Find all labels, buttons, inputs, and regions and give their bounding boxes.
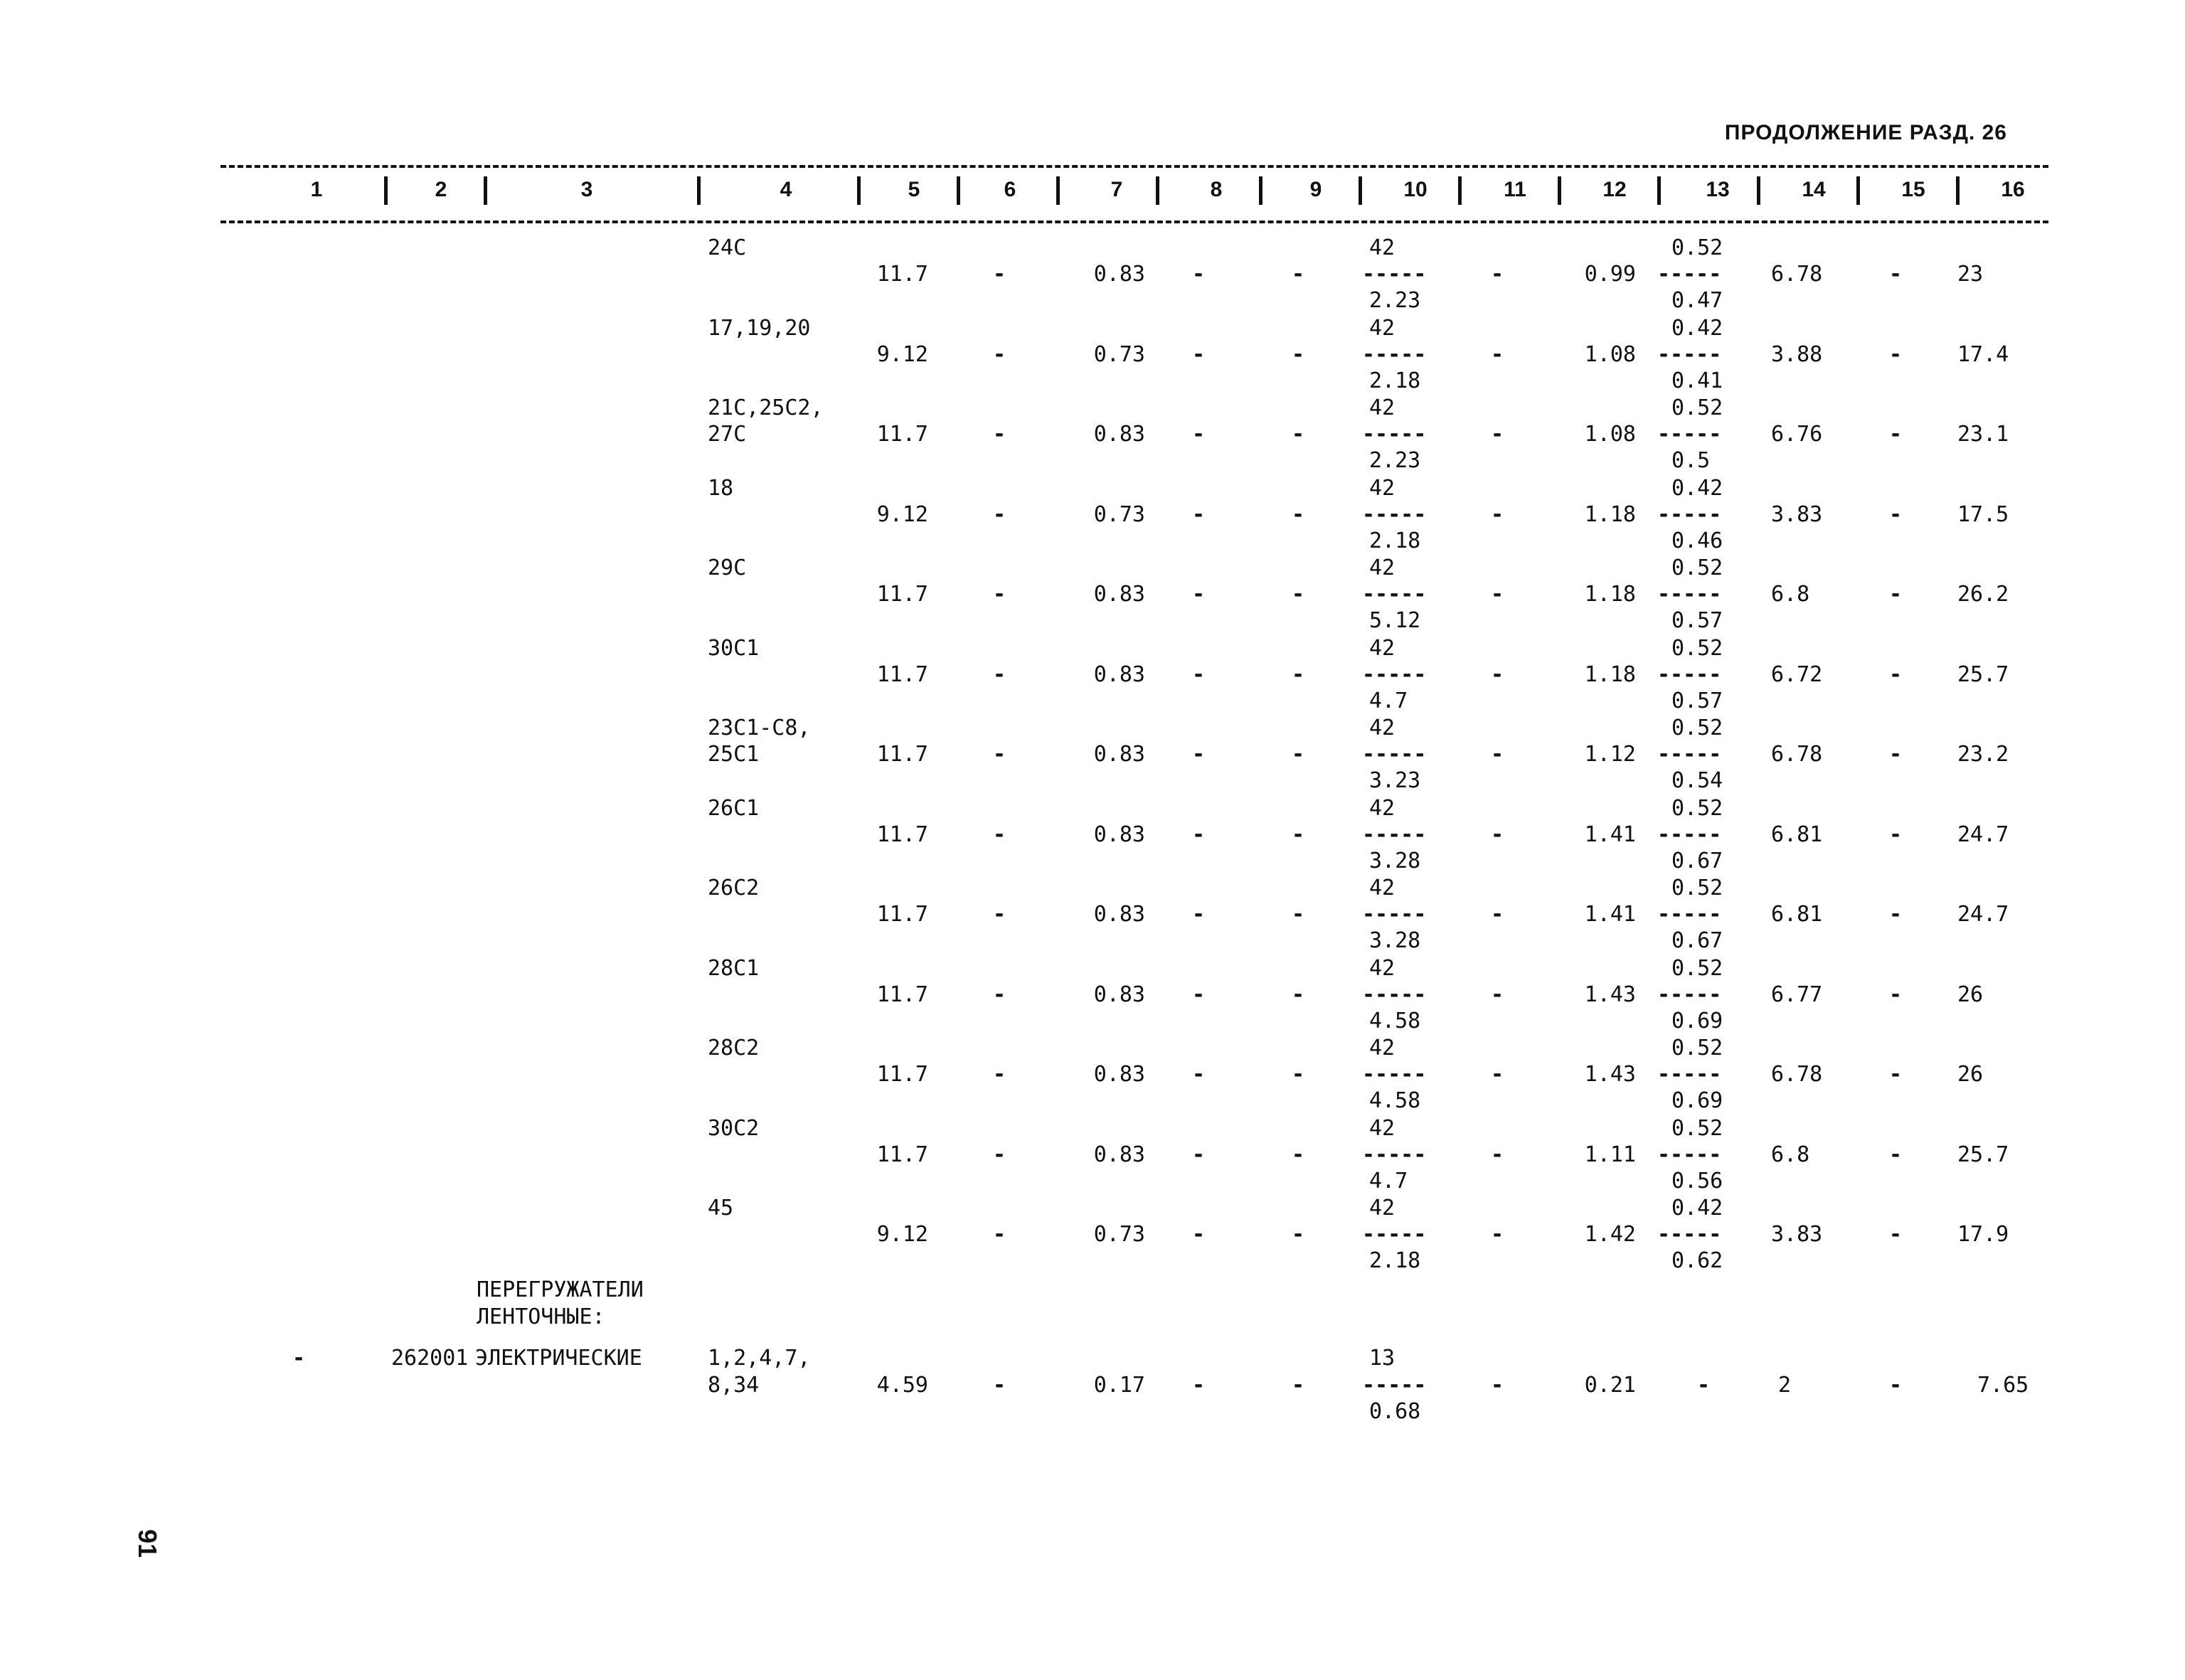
fraction-bar: ----- bbox=[1657, 742, 1722, 767]
row-code: 18 bbox=[708, 475, 734, 501]
fraction-numerator: 0.52 bbox=[1671, 635, 1723, 661]
cell-col14: 3.88 bbox=[1771, 341, 1823, 367]
cell-col11: - bbox=[1490, 422, 1504, 447]
column-header-4: 4 bbox=[780, 178, 792, 201]
cell-col7: 0.73 bbox=[1093, 341, 1145, 367]
fraction-numerator: 42 bbox=[1369, 555, 1395, 580]
cell-col16: 17.5 bbox=[1957, 501, 2009, 527]
cell-col11: - bbox=[1490, 501, 1504, 527]
row-code-cont: 25С1 bbox=[708, 742, 760, 767]
cell-col15: - bbox=[1888, 982, 1903, 1007]
cell-col7: 0.83 bbox=[1093, 822, 1145, 847]
fraction-numerator: 42 bbox=[1369, 395, 1395, 420]
cell-col14: 6.8 bbox=[1771, 1142, 1810, 1167]
cell-col7: 0.83 bbox=[1093, 982, 1145, 1007]
row-code: 30С2 bbox=[708, 1115, 760, 1141]
fraction-bar: ----- bbox=[1362, 1062, 1427, 1087]
fraction-bar: ----- bbox=[1657, 902, 1722, 927]
cell-col7: 0.83 bbox=[1093, 262, 1145, 287]
cell-col9: - bbox=[1291, 262, 1305, 287]
cell-col8: - bbox=[1191, 262, 1206, 287]
column-header-15: 15 bbox=[1901, 178, 1925, 201]
fraction-denominator: 5.12 bbox=[1369, 608, 1421, 633]
cell-col14: 6.81 bbox=[1771, 822, 1823, 847]
cell-col5: 9.12 bbox=[876, 341, 928, 367]
cell-col11: - bbox=[1490, 661, 1504, 687]
cell-col16: 24.7 bbox=[1957, 822, 2009, 847]
column-separator bbox=[857, 176, 861, 205]
fraction-bar: ----- bbox=[1362, 742, 1427, 767]
fraction-bar: ----- bbox=[1362, 1142, 1427, 1167]
row-code-cont: 27С bbox=[708, 422, 747, 447]
cell-col6: - bbox=[992, 742, 1006, 767]
cell-col11: - bbox=[1490, 1222, 1504, 1247]
cell-col5: 4.59 bbox=[876, 1373, 928, 1398]
cell-col15: - bbox=[1888, 1373, 1903, 1398]
fraction-numerator: 42 bbox=[1369, 1036, 1395, 1060]
column-separator bbox=[1558, 176, 1561, 205]
cell-col14: 3.83 bbox=[1771, 1222, 1823, 1247]
cell-col6: - bbox=[992, 582, 1006, 607]
fraction-numerator: 0.52 bbox=[1671, 716, 1723, 740]
fraction-bar: ----- bbox=[1657, 501, 1722, 527]
cell-col6: - bbox=[992, 1142, 1006, 1167]
cell-col12: 1.42 bbox=[1584, 1222, 1636, 1247]
fraction-bar: ----- bbox=[1362, 262, 1427, 287]
cell-col9: - bbox=[1291, 1373, 1305, 1398]
cell-col15: - bbox=[1888, 582, 1903, 607]
cell-col7: 0.83 bbox=[1093, 422, 1145, 447]
cell-col14: 6.78 bbox=[1771, 262, 1823, 287]
cell-col8: - bbox=[1191, 742, 1206, 767]
cell-col9: - bbox=[1291, 822, 1305, 847]
fraction-numerator: 42 bbox=[1369, 475, 1395, 501]
cell-col8: - bbox=[1191, 661, 1206, 687]
cell-col8: - bbox=[1191, 1222, 1206, 1247]
cell-col9: - bbox=[1291, 742, 1305, 767]
cell-col6: - bbox=[992, 422, 1006, 447]
cell-col6: - bbox=[992, 501, 1006, 527]
cell-col9: - bbox=[1291, 1142, 1305, 1167]
cell-col7: 0.83 bbox=[1093, 1062, 1145, 1087]
cell-col14: 6.8 bbox=[1771, 582, 1810, 607]
cell-col12: 1.41 bbox=[1584, 902, 1636, 927]
fraction-denominator: 0.47 bbox=[1671, 288, 1723, 313]
row-code: 26С1 bbox=[708, 795, 760, 821]
fraction-numerator: 42 bbox=[1369, 876, 1395, 900]
cell-col6: - bbox=[992, 1373, 1006, 1398]
cell-col16: 17.4 bbox=[1957, 341, 2009, 367]
fraction-denominator: 2.18 bbox=[1369, 368, 1421, 393]
cell-col8: - bbox=[1191, 501, 1206, 527]
fraction-bar: ----- bbox=[1657, 822, 1722, 847]
cell-col5: 11.7 bbox=[876, 902, 928, 927]
cell-col11: - bbox=[1490, 1062, 1504, 1087]
row-code: 28С1 bbox=[708, 955, 760, 981]
fraction-denominator: 3.28 bbox=[1369, 848, 1421, 873]
fraction-bar: ----- bbox=[1657, 341, 1722, 367]
cell-col16: 26.2 bbox=[1957, 582, 2009, 607]
fraction-numerator: 42 bbox=[1369, 1196, 1395, 1221]
cell-col12: 1.08 bbox=[1584, 341, 1636, 367]
cell-col15: - bbox=[1888, 341, 1903, 367]
cell-col5: 11.7 bbox=[876, 262, 928, 287]
fraction-denominator: 0.54 bbox=[1671, 768, 1723, 793]
column-separator bbox=[1359, 176, 1362, 205]
column-header-2: 2 bbox=[435, 178, 447, 201]
section-title-cont: ЛЕНТОЧНЫЕ: bbox=[477, 1304, 605, 1329]
cell-col15: - bbox=[1888, 902, 1903, 927]
cell-col5: 11.7 bbox=[876, 982, 928, 1007]
fraction-denominator: 2.18 bbox=[1369, 528, 1421, 553]
cell-col5: 9.12 bbox=[876, 501, 928, 527]
row-code: 1,2,4,7, bbox=[708, 1346, 811, 1371]
cell-col16: 25.7 bbox=[1957, 1142, 2009, 1167]
cell-col15: - bbox=[1888, 501, 1903, 527]
fraction-denominator: 2.23 bbox=[1369, 448, 1421, 473]
fraction-numerator: 0.52 bbox=[1671, 876, 1723, 900]
cell-col6: - bbox=[992, 341, 1006, 367]
row-code: 29С bbox=[708, 555, 747, 580]
column-header-3: 3 bbox=[580, 178, 593, 201]
fraction-denominator: 0.57 bbox=[1671, 688, 1723, 713]
cell-col8: - bbox=[1191, 1062, 1206, 1087]
cell-col16: 25.7 bbox=[1957, 661, 2009, 687]
cell-col6: - bbox=[992, 262, 1006, 287]
cell-col6: - bbox=[992, 822, 1006, 847]
fraction-bar: ----- bbox=[1657, 582, 1722, 607]
cell-col13: - bbox=[1696, 1373, 1711, 1398]
column-header-12: 12 bbox=[1602, 178, 1627, 201]
cell-col12: 1.43 bbox=[1584, 982, 1636, 1007]
column-header-9: 9 bbox=[1309, 178, 1322, 201]
cell-col14: 6.76 bbox=[1771, 422, 1823, 447]
fraction-bar: ----- bbox=[1657, 1222, 1722, 1247]
cell-col11: - bbox=[1490, 902, 1504, 927]
column-separator bbox=[697, 176, 701, 205]
cell-col8: - bbox=[1191, 902, 1206, 927]
row-code: 30С1 bbox=[708, 635, 760, 661]
cell-col9: - bbox=[1291, 661, 1305, 687]
fraction-denominator: 0.69 bbox=[1671, 1008, 1723, 1033]
column-separator bbox=[1657, 176, 1661, 205]
row-code: 21С,25С2, bbox=[708, 395, 824, 420]
fraction-denominator: 4.7 bbox=[1369, 688, 1408, 713]
fraction-bar: ----- bbox=[1362, 501, 1427, 527]
fraction-bar: ----- bbox=[1362, 582, 1427, 607]
cell-col15: - bbox=[1888, 1142, 1903, 1167]
row-code-cont: 8,34 bbox=[708, 1373, 760, 1398]
cell-col12: 1.18 bbox=[1584, 501, 1636, 527]
fraction-numerator: 0.52 bbox=[1671, 395, 1723, 420]
cell-col5: 11.7 bbox=[876, 822, 928, 847]
fraction-bar: ----- bbox=[1362, 982, 1427, 1007]
fraction-numerator: 13 bbox=[1369, 1346, 1395, 1371]
fraction-bar: ----- bbox=[1362, 422, 1427, 447]
cell-col8: - bbox=[1191, 422, 1206, 447]
header-bottom-rule bbox=[220, 220, 2048, 223]
row-code: 23С1-С8, bbox=[708, 716, 811, 740]
fraction-denominator: 0.62 bbox=[1671, 1248, 1723, 1273]
cell-col14: 2 bbox=[1778, 1373, 1792, 1398]
cell-col14: 6.77 bbox=[1771, 982, 1823, 1007]
cell-col11: - bbox=[1490, 341, 1504, 367]
fraction-numerator: 0.52 bbox=[1671, 1115, 1723, 1141]
cell-col8: - bbox=[1191, 822, 1206, 847]
section-title: ПЕРЕГРУЖАТЕЛИ bbox=[477, 1277, 644, 1302]
fraction-numerator: 42 bbox=[1369, 955, 1395, 981]
fraction-bar: ----- bbox=[1362, 341, 1427, 367]
column-separator bbox=[1856, 176, 1860, 205]
cell-col5: 11.7 bbox=[876, 1062, 928, 1087]
cell-col16: 23.2 bbox=[1957, 742, 2009, 767]
cell-col5: 11.7 bbox=[876, 422, 928, 447]
cell-col15: - bbox=[1888, 1222, 1903, 1247]
cell-col3: ЭЛЕКТРИЧЕСКИЕ bbox=[475, 1346, 642, 1371]
fraction-numerator: 0.42 bbox=[1671, 475, 1723, 501]
column-separator bbox=[1259, 176, 1262, 205]
cell-col7: 0.17 bbox=[1093, 1373, 1145, 1398]
cell-col1: - bbox=[292, 1346, 306, 1371]
cell-col16: 26 bbox=[1957, 982, 1984, 1007]
fraction-denominator: 3.23 bbox=[1369, 768, 1421, 793]
cell-col11: - bbox=[1490, 1373, 1504, 1398]
fraction-numerator: 42 bbox=[1369, 795, 1395, 821]
fraction-bar: ----- bbox=[1657, 1062, 1722, 1087]
cell-col7: 0.73 bbox=[1093, 1222, 1145, 1247]
row-code: 45 bbox=[708, 1196, 734, 1221]
cell-col9: - bbox=[1291, 1062, 1305, 1087]
row-code: 24С bbox=[708, 235, 747, 260]
cell-col16: 7.65 bbox=[1977, 1373, 2029, 1398]
cell-col11: - bbox=[1490, 582, 1504, 607]
column-header-16: 16 bbox=[2001, 178, 2025, 201]
column-separator bbox=[1458, 176, 1462, 205]
fraction-numerator: 0.42 bbox=[1671, 315, 1723, 341]
cell-col12: 1.12 bbox=[1584, 742, 1636, 767]
cell-col9: - bbox=[1291, 341, 1305, 367]
column-header-11: 11 bbox=[1504, 178, 1526, 201]
cell-col9: - bbox=[1291, 422, 1305, 447]
fraction-denominator: 0.46 bbox=[1671, 528, 1723, 553]
cell-col15: - bbox=[1888, 1062, 1903, 1087]
cell-col15: - bbox=[1888, 422, 1903, 447]
cell-col8: - bbox=[1191, 341, 1206, 367]
cell-col15: - bbox=[1888, 262, 1903, 287]
column-separator bbox=[484, 176, 487, 205]
cell-col5: 11.7 bbox=[876, 742, 928, 767]
cell-col11: - bbox=[1490, 262, 1504, 287]
fraction-bar: ----- bbox=[1362, 1373, 1427, 1398]
fraction-numerator: 0.52 bbox=[1671, 1036, 1723, 1060]
cell-col11: - bbox=[1490, 822, 1504, 847]
fraction-denominator: 4.58 bbox=[1369, 1008, 1421, 1033]
fraction-numerator: 42 bbox=[1369, 1115, 1395, 1141]
cell-col5: 11.7 bbox=[876, 582, 928, 607]
cell-col12: 1.11 bbox=[1584, 1142, 1636, 1167]
header-top-rule bbox=[220, 165, 2048, 168]
fraction-numerator: 0.42 bbox=[1671, 1196, 1723, 1221]
fraction-bar: ----- bbox=[1657, 422, 1722, 447]
fraction-numerator: 0.52 bbox=[1671, 555, 1723, 580]
cell-col8: - bbox=[1191, 1142, 1206, 1167]
cell-col16: 23 bbox=[1957, 262, 1984, 287]
cell-col12: 1.41 bbox=[1584, 822, 1636, 847]
cell-col11: - bbox=[1490, 742, 1504, 767]
fraction-denominator: 0.57 bbox=[1671, 608, 1723, 633]
cell-col12: 1.08 bbox=[1584, 422, 1636, 447]
cell-col15: - bbox=[1888, 822, 1903, 847]
column-separator bbox=[1056, 176, 1060, 205]
row-code: 17,19,20 bbox=[708, 315, 811, 341]
cell-col11: - bbox=[1490, 982, 1504, 1007]
fraction-numerator: 0.52 bbox=[1671, 955, 1723, 981]
fraction-bar: ----- bbox=[1362, 1222, 1427, 1247]
column-header-1: 1 bbox=[310, 178, 323, 201]
row-code: 26С2 bbox=[708, 876, 760, 900]
fraction-denominator: 2.23 bbox=[1369, 288, 1421, 313]
column-header-14: 14 bbox=[1802, 178, 1826, 201]
fraction-denominator: 0.67 bbox=[1671, 928, 1723, 953]
fraction-numerator: 42 bbox=[1369, 315, 1395, 341]
cell-col5: 11.7 bbox=[876, 661, 928, 687]
cell-col14: 6.81 bbox=[1771, 902, 1823, 927]
cell-col8: - bbox=[1191, 982, 1206, 1007]
cell-col9: - bbox=[1291, 982, 1305, 1007]
cell-col9: - bbox=[1291, 501, 1305, 527]
cell-col7: 0.83 bbox=[1093, 742, 1145, 767]
cell-col14: 3.83 bbox=[1771, 501, 1823, 527]
column-header-13: 13 bbox=[1706, 178, 1730, 201]
fraction-numerator: 0.52 bbox=[1671, 235, 1723, 260]
row-code: 28С2 bbox=[708, 1036, 760, 1060]
cell-col9: - bbox=[1291, 902, 1305, 927]
fraction-numerator: 42 bbox=[1369, 716, 1395, 740]
fraction-denominator: 0.69 bbox=[1671, 1088, 1723, 1113]
cell-col7: 0.83 bbox=[1093, 582, 1145, 607]
cell-col2: 262001 bbox=[391, 1346, 469, 1371]
column-header-5: 5 bbox=[908, 178, 920, 201]
cell-col7: 0.83 bbox=[1093, 1142, 1145, 1167]
cell-col9: - bbox=[1291, 582, 1305, 607]
cell-col6: - bbox=[992, 1062, 1006, 1087]
fraction-bar: ----- bbox=[1657, 1142, 1722, 1167]
cell-col12: 0.21 bbox=[1584, 1373, 1636, 1398]
fraction-denominator: 0.56 bbox=[1671, 1168, 1723, 1193]
fraction-denominator: 4.58 bbox=[1369, 1088, 1421, 1113]
column-separator bbox=[1956, 176, 1960, 205]
cell-col16: 26 bbox=[1957, 1062, 1984, 1087]
cell-col12: 1.43 bbox=[1584, 1062, 1636, 1087]
fraction-denominator: 2.18 bbox=[1369, 1248, 1421, 1273]
cell-col12: 1.18 bbox=[1584, 582, 1636, 607]
cell-col12: 0.99 bbox=[1584, 262, 1636, 287]
fraction-denominator: 0.41 bbox=[1671, 368, 1723, 393]
cell-col16: 17.9 bbox=[1957, 1222, 2009, 1247]
cell-col6: - bbox=[992, 661, 1006, 687]
fraction-denominator: 0.67 bbox=[1671, 848, 1723, 873]
fraction-bar: ----- bbox=[1657, 661, 1722, 687]
cell-col16: 24.7 bbox=[1957, 902, 2009, 927]
cell-col8: - bbox=[1191, 1373, 1206, 1398]
fraction-bar: ----- bbox=[1362, 661, 1427, 687]
column-header-6: 6 bbox=[1004, 178, 1016, 201]
fraction-bar: ----- bbox=[1657, 982, 1722, 1007]
column-header-8: 8 bbox=[1210, 178, 1223, 201]
cell-col14: 6.78 bbox=[1771, 1062, 1823, 1087]
column-header-10: 10 bbox=[1403, 178, 1428, 201]
section-caption: ПРОДОЛЖЕНИЕ РАЗД. 26 bbox=[1724, 121, 2007, 144]
fraction-numerator: 0.52 bbox=[1671, 795, 1723, 821]
cell-col9: - bbox=[1291, 1222, 1305, 1247]
fraction-bar: ----- bbox=[1362, 902, 1427, 927]
fraction-denominator: 3.28 bbox=[1369, 928, 1421, 953]
cell-col6: - bbox=[992, 1222, 1006, 1247]
cell-col6: - bbox=[992, 982, 1006, 1007]
cell-col15: - bbox=[1888, 661, 1903, 687]
page-number: 91 bbox=[133, 1529, 162, 1558]
fraction-numerator: 42 bbox=[1369, 235, 1395, 260]
column-separator bbox=[1757, 176, 1760, 205]
fraction-bar: ----- bbox=[1657, 262, 1722, 287]
cell-col12: 1.18 bbox=[1584, 661, 1636, 687]
fraction-denominator: 0.68 bbox=[1369, 1399, 1421, 1424]
column-separator bbox=[1156, 176, 1159, 205]
column-separator bbox=[957, 176, 960, 205]
cell-col14: 6.78 bbox=[1771, 742, 1823, 767]
column-header-7: 7 bbox=[1110, 178, 1123, 201]
fraction-denominator: 4.7 bbox=[1369, 1168, 1408, 1193]
fraction-numerator: 42 bbox=[1369, 635, 1395, 661]
cell-col7: 0.73 bbox=[1093, 501, 1145, 527]
cell-col15: - bbox=[1888, 742, 1903, 767]
fraction-denominator: 0.5 bbox=[1671, 448, 1711, 473]
cell-col16: 23.1 bbox=[1957, 422, 2009, 447]
cell-col11: - bbox=[1490, 1142, 1504, 1167]
cell-col14: 6.72 bbox=[1771, 661, 1823, 687]
fraction-bar: ----- bbox=[1362, 822, 1427, 847]
cell-col5: 11.7 bbox=[876, 1142, 928, 1167]
cell-col5: 9.12 bbox=[876, 1222, 928, 1247]
cell-col7: 0.83 bbox=[1093, 902, 1145, 927]
cell-col8: - bbox=[1191, 582, 1206, 607]
cell-col6: - bbox=[992, 902, 1006, 927]
column-separator bbox=[384, 176, 388, 205]
cell-col7: 0.83 bbox=[1093, 661, 1145, 687]
